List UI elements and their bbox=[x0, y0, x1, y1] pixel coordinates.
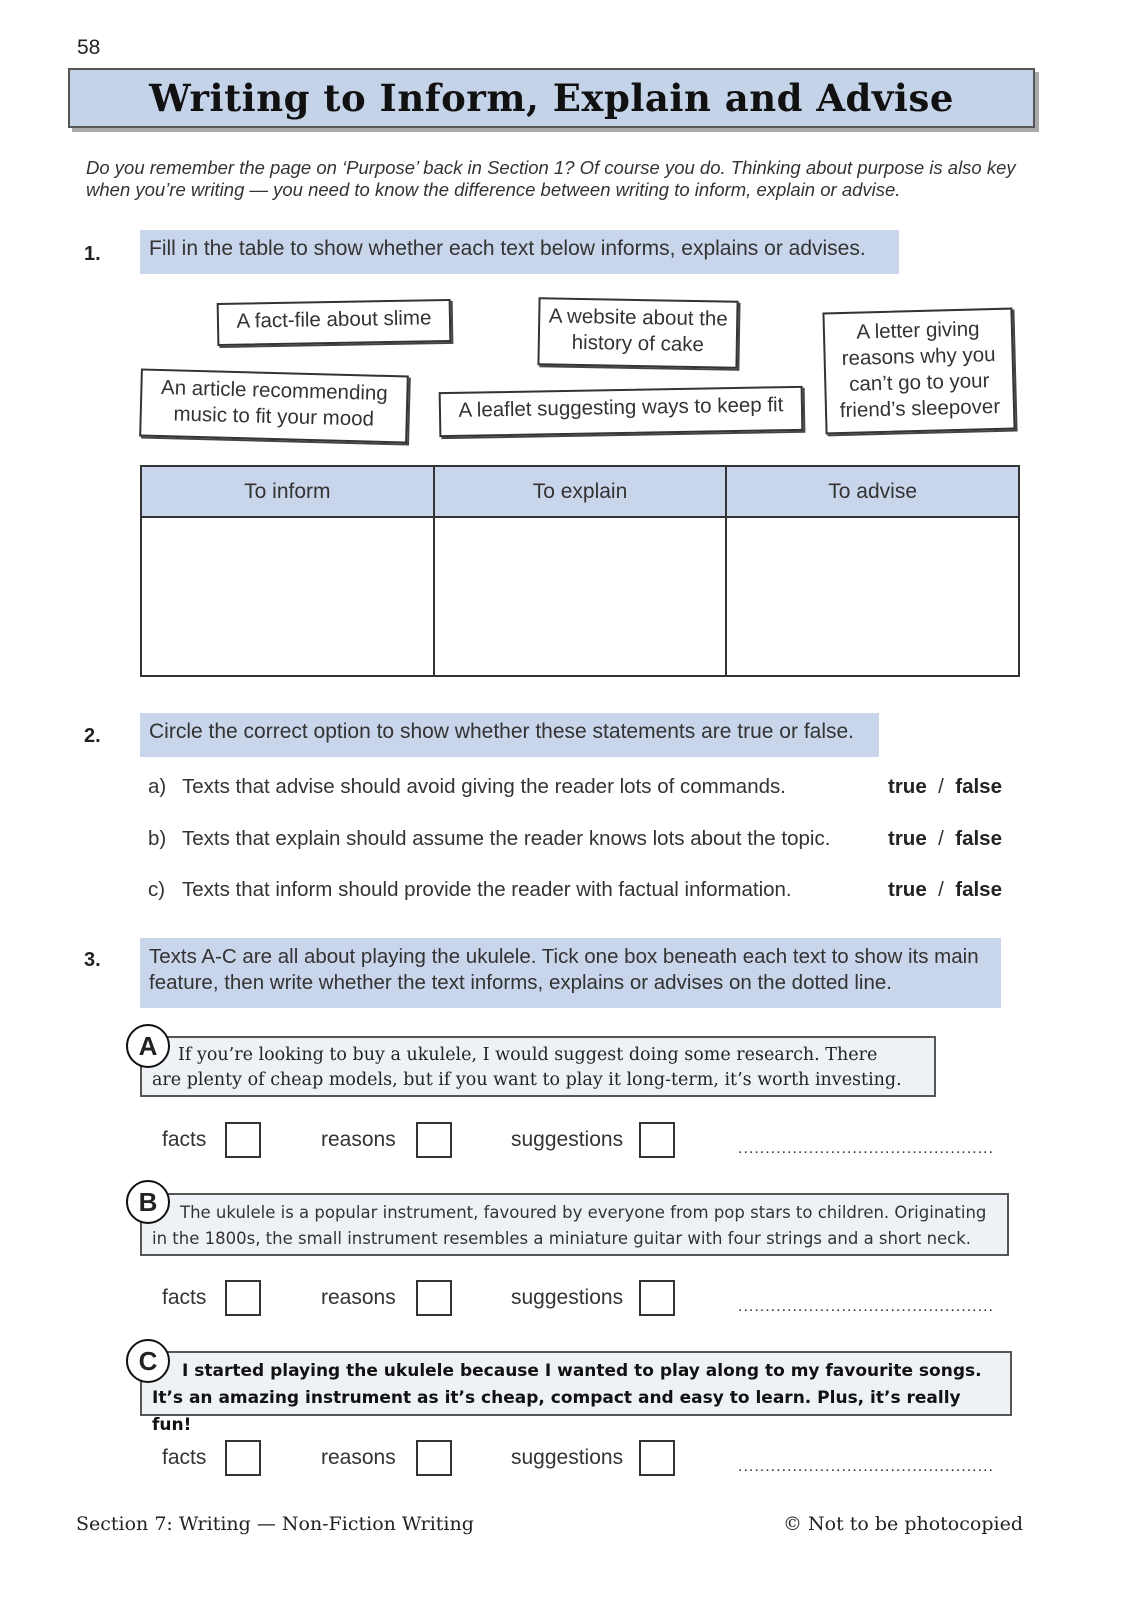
text-b-reasons-checkbox[interactable] bbox=[416, 1280, 452, 1316]
tick-label-facts: facts bbox=[162, 1446, 207, 1469]
ukulele-text-b bbox=[140, 1193, 1009, 1256]
statement-a-letter: a) bbox=[148, 775, 167, 798]
option-separator: / bbox=[938, 878, 944, 901]
text-c-badge: C bbox=[126, 1339, 170, 1383]
explain-answer-cell[interactable] bbox=[434, 517, 727, 676]
question-2-number: 2. bbox=[84, 725, 101, 747]
text-b-suggestions-checkbox[interactable] bbox=[639, 1280, 675, 1316]
option-separator: / bbox=[938, 827, 944, 850]
tick-label-reasons: reasons bbox=[321, 1286, 396, 1309]
tick-label-reasons: reasons bbox=[321, 1128, 396, 1151]
text-a-badge: A bbox=[126, 1024, 170, 1068]
statement-b-options bbox=[888, 827, 1002, 851]
text-c-answer-line[interactable]: ............................................... bbox=[738, 1458, 994, 1475]
statement-a-text: Texts that advise should avoid giving the reader lots of commands. bbox=[182, 775, 786, 798]
tick-label-reasons: reasons bbox=[321, 1446, 396, 1469]
table-header-advise: To advise bbox=[726, 466, 1019, 517]
tick-label-facts: facts bbox=[162, 1286, 207, 1309]
ukulele-text-a bbox=[140, 1036, 936, 1097]
text-card-article[interactable]: An article recommending music to fit your mood bbox=[139, 369, 409, 444]
footer-section-label: Section 7: Writing — Non-Fiction Writing bbox=[76, 1513, 474, 1535]
tick-label-facts: facts bbox=[162, 1128, 207, 1151]
tick-label-suggestions: suggestions bbox=[511, 1286, 624, 1309]
table-row bbox=[141, 517, 1019, 676]
footer-copyright: © Not to be photocopied bbox=[783, 1513, 1023, 1535]
tick-label-suggestions: suggestions bbox=[511, 1128, 624, 1151]
text-card-letter[interactable]: A letter giving reasons why you can’t go to your friend’s sleepover bbox=[822, 308, 1015, 435]
ukulele-text-c bbox=[140, 1351, 1012, 1435]
question-2-instruction: Circle the correct option to show whether these statements are true or false. bbox=[140, 713, 879, 757]
text-c-line-1: I started playing the ukulele because I wanted to play along to my favourite songs. bbox=[182, 1361, 982, 1381]
text-card-fact-file[interactable]: A fact-file about slime bbox=[217, 299, 452, 346]
text-b-line-2: in the 1800s, the small instrument resembles a miniature guitar with four strings and a short neck. bbox=[152, 1229, 972, 1248]
advise-answer-cell[interactable] bbox=[726, 517, 1019, 676]
text-a-reasons-checkbox[interactable] bbox=[416, 1122, 452, 1158]
table-header-inform: To inform bbox=[141, 466, 434, 517]
false-option[interactable]: false bbox=[955, 878, 1002, 901]
text-a-suggestions-checkbox[interactable] bbox=[639, 1122, 675, 1158]
statement-c-letter: c) bbox=[148, 878, 166, 901]
text-b-facts-checkbox[interactable] bbox=[225, 1280, 261, 1316]
text-b-answer-line[interactable]: ............................................... bbox=[738, 1298, 994, 1315]
intro-text: Do you remember the page on ‘Purpose’ back in Section 1? Of course you do. Thinking about purpose is also key when you’re writing — you need to know the difference between writing to inform, explain or advise. bbox=[86, 157, 1016, 200]
statement-b-letter: b) bbox=[148, 827, 167, 850]
false-option[interactable]: false bbox=[955, 827, 1002, 850]
true-option[interactable]: true bbox=[888, 775, 927, 798]
question-3-instruction: Texts A-C are all about playing the ukulele. Tick one box beneath each text to show its main feature, then write whether the text informs, explains or advises on the dotted line. bbox=[140, 938, 1001, 1008]
text-b-line-1: The ukulele is a popular instrument, favoured by everyone from pop stars to children. Originating bbox=[180, 1203, 987, 1222]
text-b-badge: B bbox=[126, 1180, 170, 1224]
option-separator: / bbox=[938, 775, 944, 798]
text-a-line-2: are plenty of cheap models, but if you want to play it long-term, it’s worth investing. bbox=[152, 1070, 902, 1090]
text-card-leaflet[interactable]: A leaflet suggesting ways to keep fit bbox=[439, 386, 804, 437]
table-header-explain: To explain bbox=[434, 466, 727, 517]
statement-c-text: Texts that inform should provide the reader with factual information. bbox=[182, 878, 792, 901]
false-option[interactable]: false bbox=[955, 775, 1002, 798]
statement-c-options bbox=[888, 878, 1002, 902]
text-c-reasons-checkbox[interactable] bbox=[416, 1440, 452, 1476]
text-c-suggestions-checkbox[interactable] bbox=[639, 1440, 675, 1476]
text-a-line-1: If you’re looking to buy a ukulele, I would suggest doing some research. There bbox=[178, 1045, 878, 1065]
statement-b-text: Texts that explain should assume the reader knows lots about the topic. bbox=[182, 827, 831, 850]
tick-label-suggestions: suggestions bbox=[511, 1446, 624, 1469]
page-number: 58 bbox=[77, 36, 101, 59]
text-a-facts-checkbox[interactable] bbox=[225, 1122, 261, 1158]
text-c-facts-checkbox[interactable] bbox=[225, 1440, 261, 1476]
text-card-website[interactable]: A website about the history of cake bbox=[537, 297, 738, 368]
text-c-line-2: It’s an amazing instrument as it’s cheap, compact and easy to learn. Plus, it’s really fun! bbox=[152, 1388, 961, 1435]
inform-answer-cell[interactable] bbox=[141, 517, 434, 676]
page-title: Writing to Inform, Explain and Advise bbox=[149, 76, 954, 120]
true-option[interactable]: true bbox=[888, 878, 927, 901]
question-1-instruction: Fill in the table to show whether each text below informs, explains or advises. bbox=[140, 230, 899, 274]
text-a-answer-line[interactable]: ............................................... bbox=[738, 1140, 994, 1157]
title-banner bbox=[68, 68, 1035, 128]
question-3-number: 3. bbox=[84, 949, 101, 971]
question-1-number: 1. bbox=[84, 243, 101, 265]
true-option[interactable]: true bbox=[888, 827, 927, 850]
statement-a-options bbox=[888, 775, 1002, 799]
table-header-row bbox=[141, 466, 1019, 517]
purpose-table bbox=[140, 465, 1020, 677]
